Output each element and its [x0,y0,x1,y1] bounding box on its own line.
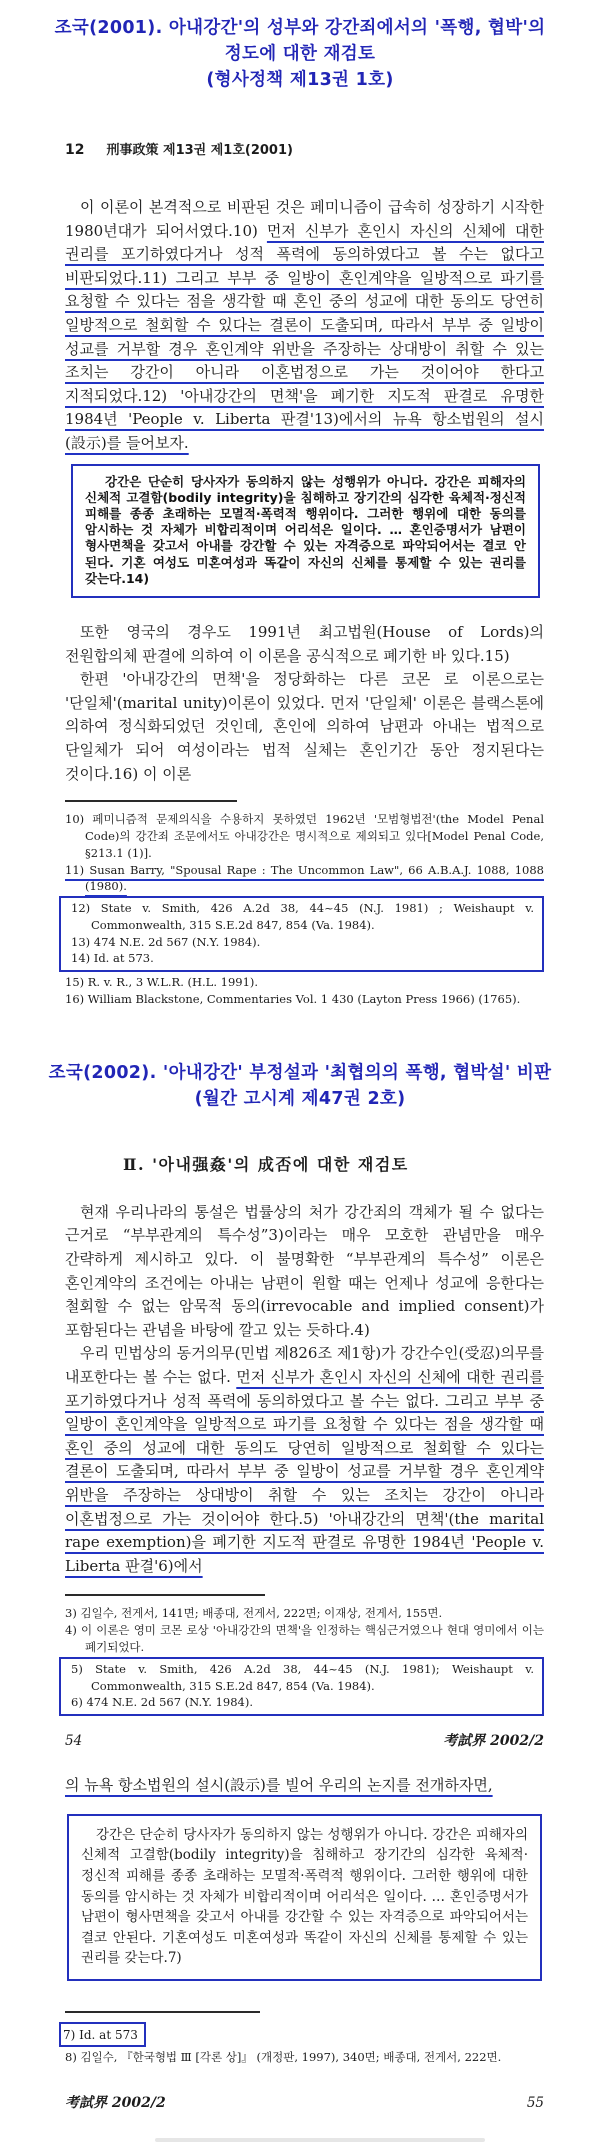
doc2-page55-footer [65,2092,544,2112]
doc1-paragraph-1 [65,196,544,456]
doc2-footnote-5: 5) State v. Smith, 426 A.2d 38, 44~45 (N.J. 1981); Weishaupt v. Commonwealth, 315 S.E.2d 847, 854 (Va. 1984). [71,1661,534,1693]
doc1-journal-title: 刑事政策 제13권 제1호(2001) [106,143,293,158]
doc2-page54-number: 54 [65,1733,83,1750]
doc1-paragraph-1-highlighted: 먼저 신부가 혼인시 자신의 신체에 대한 권리를 포기하였다거나 성적 폭력에 동의하였다고 볼 수는 없다고 비판되었다.11) 그리고 부부 중 일방이 혼인계약을 일방적으로 파기를 요청할 수 있다는 점을 생각할 때 혼인 중의 성교에 대한 동의도 당연히 일방적으로 철회할 수 있다는 결론이 도출되며, 따라서 부부 중 일방이 성교를 거부할 경우 혼인계약 위반을 주장하는 상대방이 취할 수 있는 조치는 강간이 아니라 이혼법정으로 가는 것이어야 한다고 지적되었다.12) '아내강간의 면책'을 폐기한 지도적 판결로 유명한 1984년 'People v. Liberta 판결'13)에서의 뉴욕 항소법원의 설시(設示)를 들어보자. [65,221,544,452]
doc1-footnote-13: 13) 474 N.E. 2d 567 (N.Y. 1984). [71,934,261,949]
doc2-page54-footer [65,1730,544,1750]
doc2-paragraph-2-plain: 우리 민법상의 동거의무(민법 제826조 제1항)가 강간수인(受忍)의무를 내포한다는 볼 수는 없다. [65,1344,544,1387]
doc1-page-header [65,139,544,158]
doc1-footnote-15: 15) R. v. R., 3 W.L.R. (H.L. 1991). [65,975,259,990]
doc1-footnote-14: 14) Id. at 573. [71,951,154,966]
scan-artifact-smudge [155,2138,485,2142]
doc1-scanned-page [0,139,600,1008]
doc1-footnote-12: 12) State v. Smith, 426 A.2d 38, 44~45 (N.J. 1981) ; Weishaupt v. Commonwealth, 315 S.E.2d 847, 854 (Va. 1984). [71,901,534,932]
doc2-page55-journal: 考試界 2002/2 [65,2094,166,2111]
doc1-footnote-highlight-box [59,896,544,972]
doc2-continuation-highlighted: 의 뉴욕 항소법원의 설시(設示)를 빌어 우리의 논지를 전개하자면, [65,1776,493,1795]
doc2-quote-box: 강간은 단순히 당사자가 동의하지 않는 성행위가 아니다. 강간은 피해자의 신체적 고결함(bodily integrity)을 침해하고 장기간의 심각한 육체적·정신적 피해를 종종 초래하는 모멸적·폭력적 행위이다. 그러한 행위에 대한 동의를 암시하는 것 자체가 비합리적이며 어리석은 일이다. … 혼인증명서가 남편이 형사면책을 갖고서 아내를 강간할 수 있는 자격증으로 파악되어서는 결코 안된다. 기혼여성도 미혼여성과 똑같이 자신의 신체를 통제할 수 있는 권리를 갖는다.7) [67,1814,542,1981]
doc2-footnote-3: 3) 김일수, 전게서, 141면; 배종대, 전게서, 222면; 이재상, 전게서, 155면. [65,1606,443,1621]
doc2-footnote-7: 7) Id. at 573 [63,2027,138,2042]
doc1-footnote-11-highlighted: 11) Susan Barry, "Spousal Rape : The Uncommon Law", 66 A.B.A.J. 1088, 1088 (1980). [65,862,544,894]
doc2-footnote-highlight-box [59,1657,544,1716]
doc2-footnote-8: 8) 김일수, 『한국형법 Ⅲ [각론 상]』 (개정판, 1997), 340면; 배종대, 전게서, 222면. [65,2049,502,2064]
doc2-footnote-7-highlight-box [59,2022,146,2047]
doc2-page55-number: 55 [526,2094,544,2111]
doc1-caption-line2: 정도에 대한 재검토 [224,44,376,64]
doc1-footnote-10: 10) 페미니즘적 문제의식을 수용하지 못하였던 1962년 '모범형법전'(the Model Penal Code)의 강간죄 조문에서도 아내강간은 명시적으로 제외되고 있다[Model Penal Code, §213.1 (1)]. [65,812,544,860]
doc2-footnote-separator-2 [65,2011,260,2013]
doc2-scanned-page [0,1152,600,2142]
doc2-paragraph-2 [65,1342,544,1578]
doc2-caption-line1: 조국(2002). '아내강간' 부정설과 '최협의의 폭행, 협박설' 비판 [48,1062,552,1083]
doc1-caption-line1: 조국(2001). 아내강간'의 성부와 강간죄에서의 '폭행, 협박'의 [54,18,546,38]
doc1-paragraph-3: 한편 '아내강간의 면책'을 정당화하는 다른 코몬 로 이론으로는 '단일체'(marital unity)이론이 있었다. 먼저 '단일체' 이론은 블랙스톤에 의하여 정식화되었던 것인데, 혼인에 의하여 남편과 아내는 법적으로 단일체가 되어 여성이라는 법적 실체는 혼인기간 동안 정지된다는 것이다.16) 이 이론 [65,670,544,783]
doc2-caption [0,1008,600,1112]
doc2-paragraph-1: 현재 우리나라의 통설은 법률상의 처가 강간죄의 객체가 될 수 없다는 근거로 “부부관계의 특수성”3)이라는 매우 모호한 관념만을 매우 간략하게 제시하고 있다. 이 불명확한 “부부관계의 특수성” 이론은 혼인계약의 조건에는 아내는 남편이 원할 때는 언제나 성교에 응한다는 철회할 수 없는 암묵적 동의(irrevocable and implied consent)가 포함된다는 관념을 바탕에 깔고 있는 듯하다.4) [65,1202,544,1339]
doc2-paragraph-2-highlighted: 먼저 신부가 혼인시 자신의 신체에 대한 권리를 포기하였다거나 성적 폭력에 동의하였다고 볼 수는 없다. 그리고 부부 중 일방이 혼인계약을 일방적으로 파기를 요청할 수 있다는 점을 생각할 때 혼인 중의 성교에 대한 동의도 당연히 일방적으로 철회할 수 있다는 결론이 도출되며, 따라서 부부 중 일방이 성교를 거부할 경우 혼인계약 위반을 주장하는 상대방이 취할 수 있는 조치는 강간이 아니라 이혼법정으로 가는 것이어야 한다.5) '아내강간의 면책'(the marital rape exemption)을 폐기한 지도적 판결로 유명한 1984년 'People v. Liberta 판결'6)에서 [65,1368,544,1575]
doc1-footnote-separator [65,800,237,802]
doc1-paragraph-1-plain: 이 이론이 본격적으로 비판된 것은 페미니즘이 급속히 성장하기 시작한 1980년대가 되어서였다.10) [65,198,544,240]
doc1-quote-box: 강간은 단순히 당사자가 동의하지 않는 성행위가 아니다. 강간은 피해자의 신체적 고결함(bodily integrity)을 침해하고 장기간의 심각한 육체적·정신적 피해를 종종 초래하는 모멸적·폭력적 행위이다. 그러한 행위에 대한 동의를 암시하는 것 자체가 비합리적이며 어리석은 일이다. … 혼인증명서가 남편이 형사면책을 갖고서 아내를 강간할 수 있는 자격증으로 파악되어서는 결코 안 된다. 기혼 여성도 미혼여성과 똑같이 자신의 신체를 통제할 수 있는 권리를 갖는다.14) [71,464,540,598]
doc2-footnote-6: 6) 474 N.E. 2d 567 (N.Y. 1984). [71,1695,253,1710]
doc1-caption [0,0,600,93]
doc2-footnote-4: 4) 이 이론은 영미 코몬 로상 '아내강간의 면책'을 인정하는 핵심근거였으나 현대 영미에서 이는 폐기되었다. [65,1623,544,1654]
doc2-page54-journal: 考試界 2002/2 [443,1733,544,1750]
doc2-section-title: Ⅱ. '아내强姦'의 成否에 대한 재검토 [123,1154,409,1174]
doc2-footnote-separator-1 [65,1594,265,1596]
doc2-continuation-line [65,1774,544,1798]
doc1-paragraph-2: 또한 영국의 경우도 1991년 최고법원(House of Lords)의 전원합의체 판결에 의하여 이 이론을 공식적으로 폐기한 바 있다.15) [65,622,544,665]
doc2-caption-line2: (월간 고시계 제47권 2호) [194,1088,406,1109]
doc1-footnote-16: 16) William Blackstone, Commentaries Vol. 1 430 (Layton Press 1966) (1765). [65,992,521,1007]
doc1-caption-line3: (형사정책 제13권 1호) [206,70,394,90]
doc1-page-number: 12 [65,142,85,158]
